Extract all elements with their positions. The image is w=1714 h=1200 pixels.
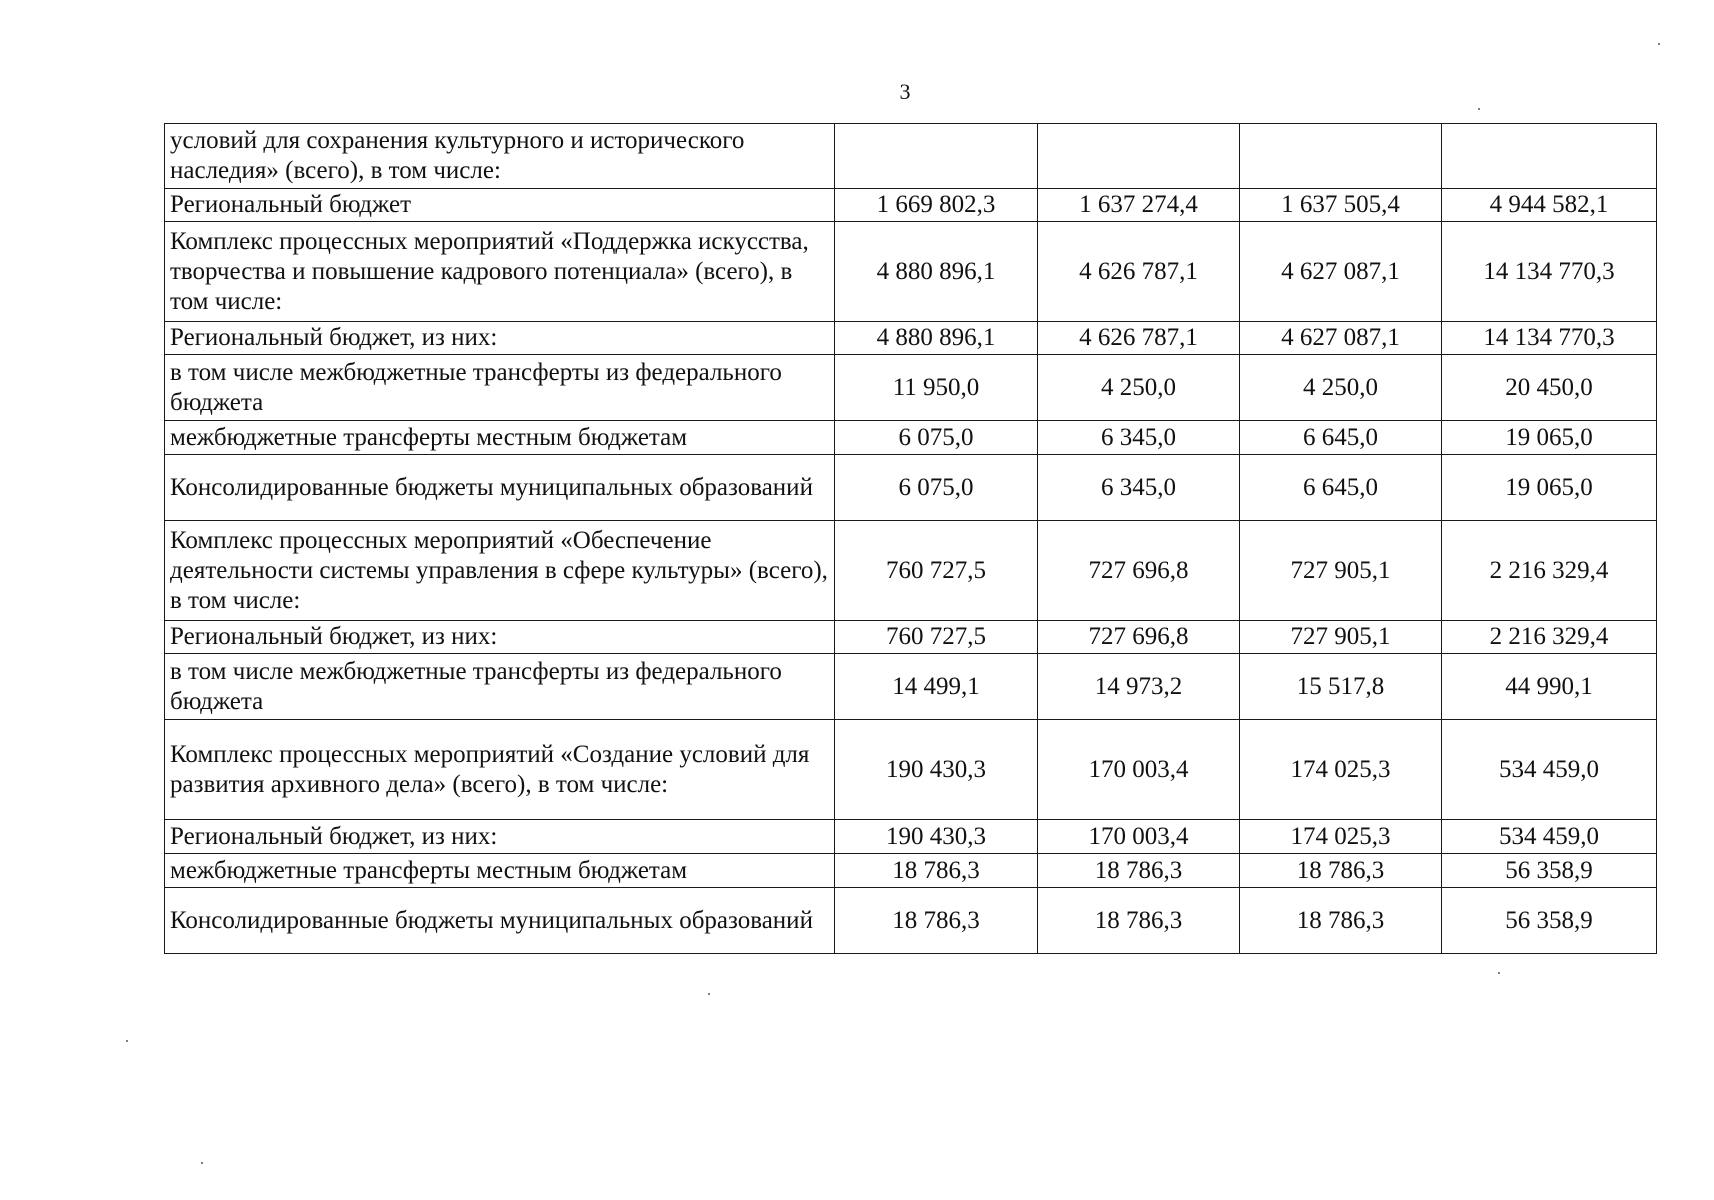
year1-value: 14 499,1 [835,654,1038,720]
year2-value: 727 696,8 [1038,521,1240,621]
table-row [165,654,1657,720]
total-value: 4 944 582,1 [1442,189,1657,222]
year3-value: 18 786,3 [1240,888,1442,954]
year3-value: 727 905,1 [1240,521,1442,621]
year1-value: 1 669 802,3 [835,189,1038,222]
year2-value: 727 696,8 [1038,621,1240,654]
row-label: Региональный бюджет, из них: [165,621,835,654]
total-value: 14 134 770,3 [1442,322,1657,355]
scan-speck [1498,972,1500,974]
row-label: Консолидированные бюджеты муниципальных образований [165,888,835,954]
year3-value: 18 786,3 [1240,854,1442,888]
scan-speck [201,1162,203,1164]
year1-value: 190 430,3 [835,820,1038,854]
table-row [165,720,1657,820]
table-row [165,124,1657,189]
row-label: межбюджетные трансферты местным бюджетам [165,421,835,455]
table-row [165,820,1657,854]
table-row [165,322,1657,355]
year1-value: 18 786,3 [835,854,1038,888]
table-row [165,222,1657,322]
year2-value: 4 250,0 [1038,355,1240,421]
total-value: 19 065,0 [1442,455,1657,521]
scan-speck [1658,43,1660,45]
year2-value: 1 637 274,4 [1038,189,1240,222]
table-row [165,621,1657,654]
scan-speck [126,1040,128,1042]
row-label: Комплекс процессных мероприятий «Обеспечение деятельности системы управления в сфере культуры» (всего), в том числе: [165,521,835,621]
table-row [165,888,1657,954]
year3-value: 15 517,8 [1240,654,1442,720]
total-value: 19 065,0 [1442,421,1657,455]
table-row [165,455,1657,521]
year2-value: 4 626 787,1 [1038,222,1240,322]
row-label: межбюджетные трансферты местным бюджетам [165,854,835,888]
total-value: 2 216 329,4 [1442,521,1657,621]
year1-value: 760 727,5 [835,521,1038,621]
year1-value: 6 075,0 [835,421,1038,455]
year2-value: 18 786,3 [1038,888,1240,954]
total-value: 20 450,0 [1442,355,1657,421]
row-label: Комплекс процессных мероприятий «Создание условий для развития архивного дела» (всего), в том числе: [165,720,835,820]
year2-value: 170 003,4 [1038,720,1240,820]
year1-value: 4 880 896,1 [835,222,1038,322]
year3-value: 4 250,0 [1240,355,1442,421]
year1-value: 4 880 896,1 [835,322,1038,355]
year2-value: 6 345,0 [1038,455,1240,521]
year1-value: 18 786,3 [835,888,1038,954]
row-label: Консолидированные бюджеты муниципальных образований [165,455,835,521]
year1-value: 11 950,0 [835,355,1038,421]
year2-value: 170 003,4 [1038,820,1240,854]
year3-value: 6 645,0 [1240,455,1442,521]
row-label: Региональный бюджет, из них: [165,322,835,355]
total-value: 44 990,1 [1442,654,1657,720]
scan-speck [1478,108,1480,110]
year2-value: 18 786,3 [1038,854,1240,888]
year3-value: 4 627 087,1 [1240,322,1442,355]
total-value: 2 216 329,4 [1442,621,1657,654]
total-value: 14 134 770,3 [1442,222,1657,322]
year3-value: 727 905,1 [1240,621,1442,654]
page-number: 3 [899,79,911,104]
year2-value: 4 626 787,1 [1038,322,1240,355]
year3-value [1240,124,1442,189]
row-label: Комплекс процессных мероприятий «Поддержка искусства, творчества и повышение кадрового потенциала» (всего), в том числе: [165,222,835,322]
table-row [165,421,1657,455]
row-label: в том числе межбюджетные трансферты из федерального бюджета [165,355,835,421]
year1-value [835,124,1038,189]
year3-value: 174 025,3 [1240,820,1442,854]
row-label: условий для сохранения культурного и исторического наследия» (всего), в том числе: [165,124,835,189]
table-row [165,189,1657,222]
year2-value [1038,124,1240,189]
year3-value: 6 645,0 [1240,421,1442,455]
table-row [165,521,1657,621]
year3-value: 1 637 505,4 [1240,189,1442,222]
row-label: Региональный бюджет, из них: [165,820,835,854]
total-value: 56 358,9 [1442,888,1657,954]
year1-value: 190 430,3 [835,720,1038,820]
total-value: 534 459,0 [1442,720,1657,820]
year3-value: 4 627 087,1 [1240,222,1442,322]
year1-value: 760 727,5 [835,621,1038,654]
year2-value: 6 345,0 [1038,421,1240,455]
table-row [165,355,1657,421]
year1-value: 6 075,0 [835,455,1038,521]
total-value: 534 459,0 [1442,820,1657,854]
budget-table [164,123,1657,954]
year2-value: 14 973,2 [1038,654,1240,720]
total-value: 56 358,9 [1442,854,1657,888]
row-label: в том числе межбюджетные трансферты из федерального бюджета [165,654,835,720]
year3-value: 174 025,3 [1240,720,1442,820]
scan-speck [708,993,710,995]
row-label: Региональный бюджет [165,189,835,222]
table-row [165,854,1657,888]
total-value [1442,124,1657,189]
